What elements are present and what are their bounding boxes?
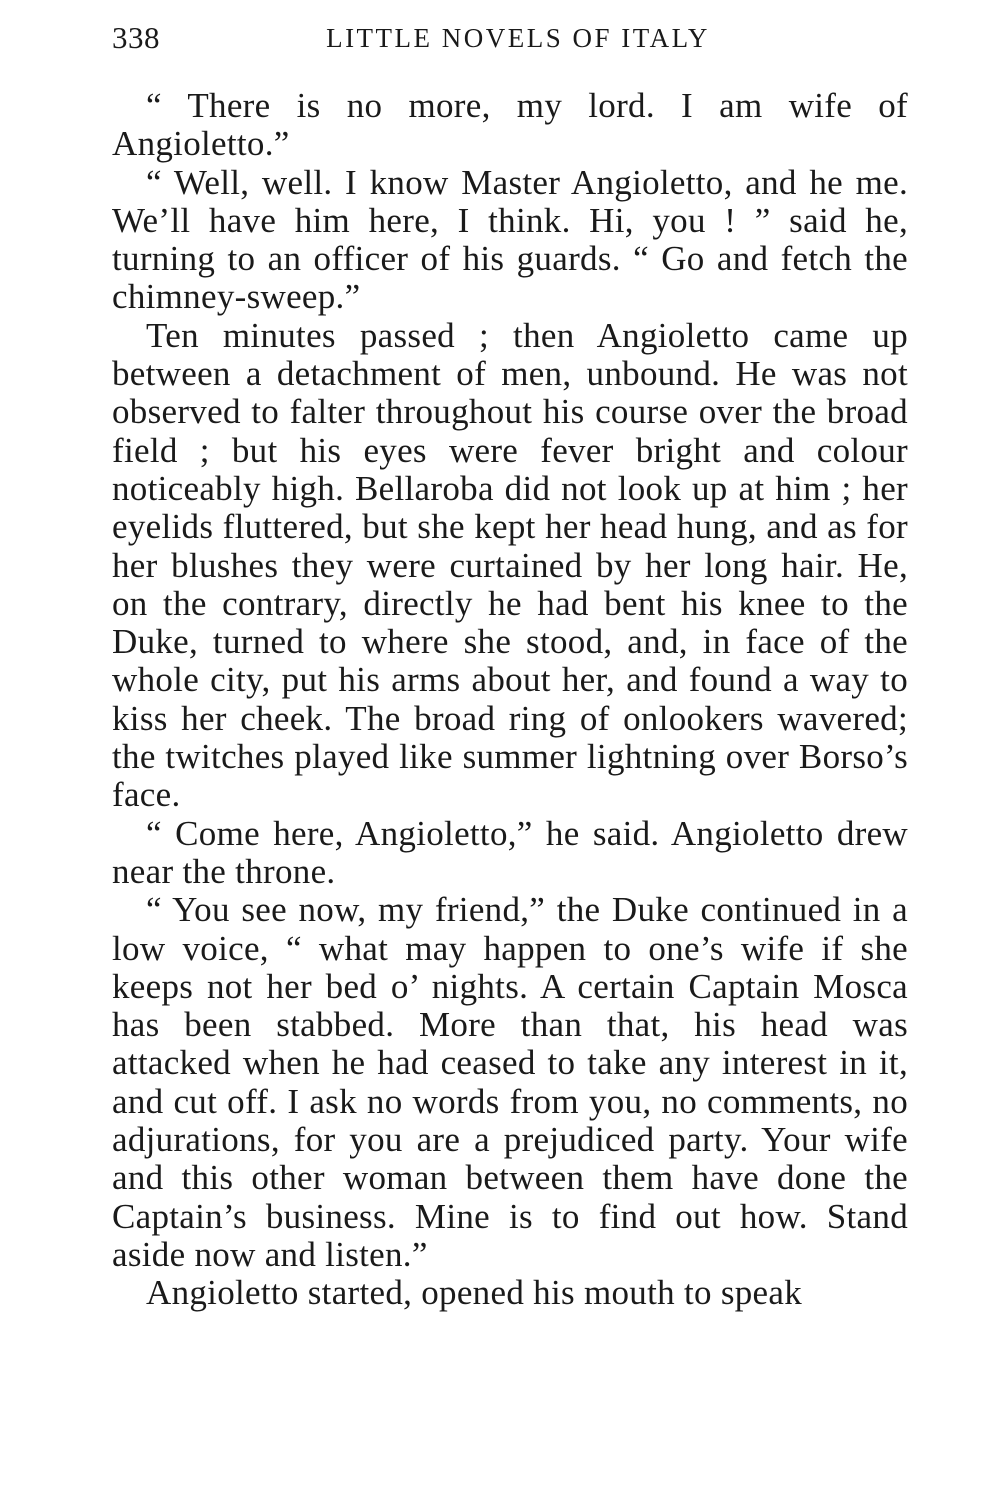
body-text (112, 87, 908, 1313)
paragraph: “ Well, well. I know Master Angioletto, and he me. We’ll have him here, I think. Hi, you ! ” said he, turning to an officer of his guards. “ Go and fetch the chimney-sweep.” (112, 162, 908, 317)
paragraph: “ Come here, Angioletto,” he said. Angioletto drew near the throne. (112, 813, 908, 891)
running-title: LITTLE NOVELS OF ITALY (326, 23, 710, 53)
page-number: 338 (112, 20, 160, 55)
paragraph: Angioletto started, opened his mouth to speak (146, 1273, 803, 1313)
paragraph: “ You see now, my friend,” the Duke continued in a low voice, “ what may happen to one’s wife if she keeps not her bed o’ nights. A certain Captain Mosca has been stabbed. More than that, his head was attacked when he had ceased to take any interest in it, and cut off. I ask no words from you, no comments, no adjurations, for you are a prejudiced party. Your wife and this other woman between them have done the Captain’s business. Mine is to find out how. Stand aside now and listen.” (112, 890, 908, 1274)
paragraph: “ There is no more, my lord. I am wife of Angioletto.” (112, 86, 908, 164)
running-head (112, 18, 908, 58)
paragraph: Ten minutes passed ; then Angioletto came up between a detachment of men, unbound. He was not observed to falter throughout his course over the broad field ; but his eyes were fever bright and colour noticeably high. Bellaroba did not look up at him ; her eyelids fluttered, but she kept her head hung, and as for her blushes they were curtained by her long hair. He, on the contrary, directly he had bent his knee to the Duke, turned to where she stood, and, in face of the whole city, put his arms about her, and found a way to kiss her cheek. The broad ring of onlookers wavered; the twitches played like summer lightning over Borso’s face. (112, 315, 908, 815)
